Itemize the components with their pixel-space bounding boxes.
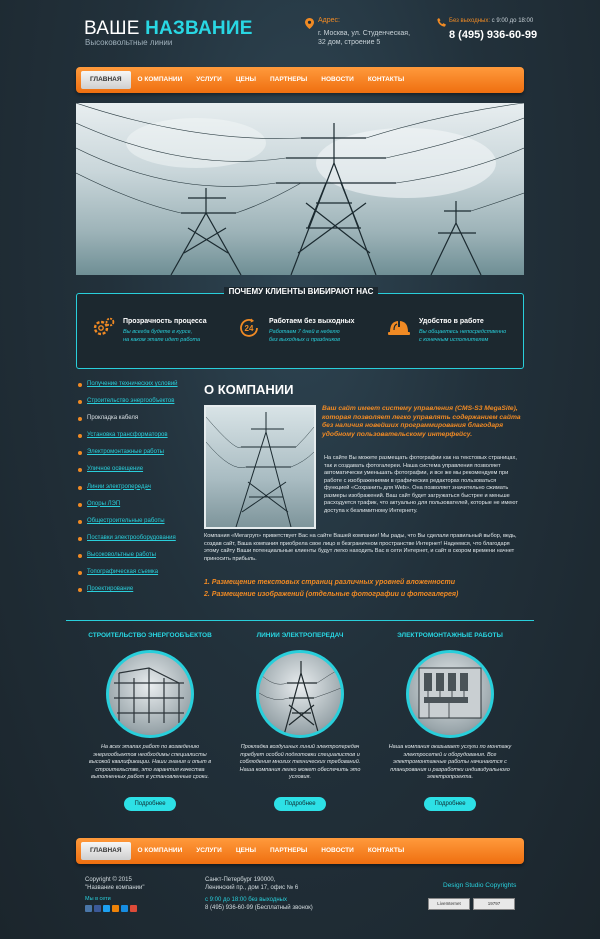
card-title: ЭЛЕКТРОМОНТАЖНЫЕ РАБОТЫ [397, 632, 503, 639]
sidebar-item[interactable]: Получение технических условий [76, 381, 196, 398]
footer-phone[interactable]: 8 (495) 936-60-99 (Бесплатный звонок) [205, 905, 313, 911]
why-title: ПОЧЕМУ КЛИЕНТЫ ВИБИРАЮТ НАС [77, 287, 525, 296]
liveinternet-counter[interactable]: LiveInternet [428, 898, 470, 910]
sidebar-item[interactable]: Установка трансформаторов [76, 432, 196, 449]
copyright: Copyright © 2015 "Название компании" [85, 877, 145, 891]
sidebar-item[interactable]: Общестроительные работы [76, 518, 196, 535]
facebook-icon[interactable] [94, 905, 101, 912]
card-description: Наша компания оказывает услуги по монтажу электросетей и оборудования. Все электромонтажные работы начинаются с планирования и разработки индивидуального электропроекта. [388, 744, 512, 780]
google-plus-icon[interactable] [130, 905, 137, 912]
visits-counter[interactable]: 19797 [473, 898, 515, 910]
why-choose-us-box: ПОЧЕМУ КЛИЕНТЫ ВИБИРАЮТ НАС Прозрачность процесса Вы всегда будете в курсе, на каком этапе идет работа 24 Работаем без выходных Работаем 7 дней в неделю без выходных и праздников Удобство в работе Вы общаетесь непосредственно с конечным исполнителем [76, 293, 524, 369]
footer-nav-prices[interactable]: ЦЕНЫ [235, 847, 256, 854]
working-hours: Без выходных: с 9:00 до 18:00 [449, 18, 534, 24]
footer-nav-partners[interactable]: ПАРТНЕРЫ [269, 847, 308, 854]
sidebar-item[interactable]: Проектирование [76, 586, 196, 603]
address-label: Адрес: [318, 17, 340, 24]
sidebar-item[interactable]: Опоры ЛЭП [76, 501, 196, 518]
card-title: СТРОИТЕЛЬСТВО ЭНЕРГООБЪЕКТОВ [88, 632, 212, 639]
header-phone[interactable]: 8 (495) 936-60-99 [449, 29, 538, 41]
card-description: Прокладка воздушных линий электропередач требует особой подготовки специалистов и соблюдения многих технических требований. Наша компания легко может обеспечить это условия. [239, 744, 361, 780]
power-line-illustration [259, 653, 341, 735]
footer-nav-about[interactable]: О КОМПАНИИ [137, 847, 183, 854]
social-icons [85, 905, 137, 912]
about-list [204, 577, 458, 601]
more-button[interactable]: Подробнее [124, 797, 176, 811]
power-tower-illustration [76, 103, 524, 275]
nav-home[interactable]: ГЛАВНАЯ [81, 71, 131, 89]
footer-hours: с 9:00 до 18:00 без выходных [205, 897, 287, 903]
hero-banner-image [76, 103, 524, 275]
card-image [256, 650, 344, 738]
nav-services[interactable]: УСЛУГИ [196, 76, 222, 83]
sidebar-item[interactable]: Высоковольтные работы [76, 552, 196, 569]
list-item: 2. Размещение изображений (отдельные фотографии и фотогалерея) [204, 591, 459, 598]
social-label: Мы в сети [85, 896, 111, 902]
nav-partners[interactable]: ПАРТНЕРЫ [269, 76, 308, 83]
footer-nav-contacts[interactable]: КОНТАКТЫ [367, 847, 405, 854]
nav-news[interactable]: НОВОСТИ [321, 76, 354, 83]
card-title: ЛИНИИ ЭЛЕКТРОПЕРЕДАЧ [256, 632, 344, 639]
site-logo[interactable]: ВАШЕ НАЗВАНИЕ [84, 18, 253, 39]
twitter-icon[interactable] [103, 905, 110, 912]
address-text: г. Москва, ул. Студенческая, 32 дом, строение 5 [318, 30, 411, 46]
sidebar-item[interactable]: Топографическая съемка [76, 569, 196, 586]
card-description: На всех этапах работ по возведению энергообъектов необходимы специалисты высокой квалификации. Наши знания и опыт в строительстве, это гарантия качества выполненных работ в установленные сроки. [88, 744, 212, 780]
nav-contacts[interactable]: КОНТАКТЫ [367, 76, 405, 83]
studio-link[interactable]: Design Studio Copyrights [443, 882, 517, 889]
more-button[interactable]: Подробнее [424, 797, 476, 811]
footer-address: Санкт-Петербург 190000, Ленинский пр., дом 17, офис № 6 [205, 877, 299, 891]
card-image [106, 650, 194, 738]
sidebar-item[interactable]: Строительство энергообъектов [76, 398, 196, 415]
sidebar-item[interactable]: Поставки электрооборудования [76, 535, 196, 552]
hard-hat-icon [387, 316, 411, 340]
main-nav [76, 67, 524, 93]
24-hours-icon [237, 316, 261, 340]
odnoklassniki-icon[interactable] [112, 905, 119, 912]
sidebar-item[interactable]: Электромонтажные работы [76, 449, 196, 466]
tower-photo-illustration [206, 407, 314, 527]
services-sidebar [76, 381, 196, 603]
site-tagline: Высоковольтные линии [85, 38, 173, 47]
about-title: О КОМПАНИИ [204, 382, 294, 397]
counters [428, 898, 515, 910]
electrical-panel-illustration [409, 653, 491, 735]
svg-text:24: 24 [244, 324, 254, 333]
nav-prices[interactable]: ЦЕНЫ [235, 76, 256, 83]
card-image [406, 650, 494, 738]
about-body-text: На сайте Вы можете размещать фотографии как на текстовых страницах, так и создавать фотогалереи. Наша система управления позволяет автоматически уменьшать фотографии, и все же мы рекомендуем при работе с изображениями в графических редакторах пользоваться функцией «Сохранить для Web». Она позволяет значительно сжимать размеры изображений. Ваш сайт будет загружаться быстрее и меньше расходуется трафик, что актуально для пользователей, которые не имеют доступа к безлимитному Интернету. [324, 455, 518, 514]
moimir-icon[interactable] [121, 905, 128, 912]
about-tower-photo [204, 405, 316, 529]
list-item: 1. Размещение текстовых страниц различных уровней вложенности [204, 579, 456, 586]
sidebar-item[interactable]: Уличное освещение [76, 466, 196, 483]
location-pin-icon [305, 18, 314, 29]
phone-icon [437, 18, 446, 27]
footer-nav-services[interactable]: УСЛУГИ [196, 847, 222, 854]
footer-nav-home[interactable]: ГЛАВНАЯ [81, 842, 131, 860]
vk-icon[interactable] [85, 905, 92, 912]
about-lead-text: Ваш сайт имеет систему управления (CMS-S3 MegaSite), которая позволяет легко управлять содержанием сайта без наличия новейших программирования благодаря удобному пользовательскому интерфейсу. [322, 405, 521, 438]
nav-about[interactable]: О КОМПАНИИ [137, 76, 183, 83]
sidebar-item[interactable]: Линии электропередач [76, 484, 196, 501]
section-divider [66, 620, 534, 621]
more-button[interactable]: Подробнее [274, 797, 326, 811]
footer-nav-news[interactable]: НОВОСТИ [321, 847, 354, 854]
sidebar-item-active[interactable]: Прокладка кабеля [76, 415, 196, 432]
substation-illustration [109, 653, 191, 735]
footer-nav [76, 838, 524, 864]
about-body-text-2: Компания «Мегагруп» приветствует Вас на сайте Вашей компании! Мы рады, что Вы сделали правильный выбор, ведь, создав сайт, Ваша компания приобрела свое лицо в безграничном пространстве Интернет! Надеемся, что благодаря этому сайту Ваши потенциальные клиенты будут легко находить Вас в сети Интернет, и сайт в скором времени начнет приносить прибыль. [204, 533, 517, 562]
gears-icon [91, 316, 115, 340]
